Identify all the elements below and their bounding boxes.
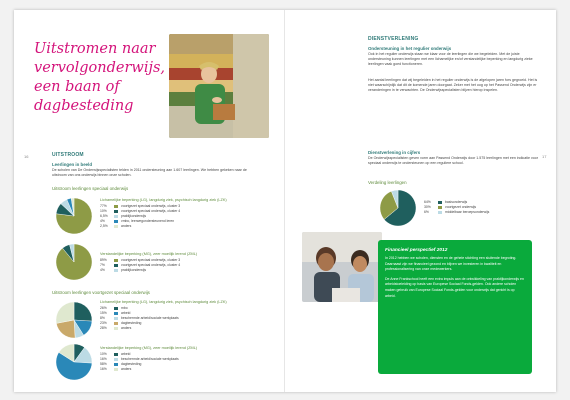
regulier-text-2: Het aantal leerlingen dat wij begeleiden in het regulier onderwijs is de afgelopen jaren fors gegroeid. Het is niet waarschijnlijk dat dit de komende jaren doorgaat. Zeker met het oog op het Passend Onderwijs zijn er veranderingen in te verwachten. De Onderwijsspecialisten blijven hierop inspelen. (368, 78, 538, 92)
legend-value: 6,5% (100, 214, 108, 218)
legend-value: 16% (100, 357, 107, 361)
legend-swatch (114, 225, 118, 228)
legend-value: 28% (100, 326, 107, 330)
legend-1 (100, 204, 180, 229)
leerlingen-heading: Leerlingen in beeld (52, 162, 93, 167)
legend-swatch (114, 327, 118, 330)
legend-value: 7% (100, 263, 105, 267)
legend-label: voortgezet speciaal onderwijs, cluster 4 (121, 209, 181, 213)
pie-chart-verdeling (378, 188, 418, 228)
section-heading-dienstverlening: DIENSTVERLENING (368, 36, 419, 42)
legend-value: 58% (100, 362, 107, 366)
chart-subtitle-4: Verstandelijke beperking (MG), zeer moeilijk lerend (ZML) (100, 346, 198, 350)
pie-chart-1 (54, 196, 94, 236)
legend-swatch (114, 353, 118, 356)
pie-chart-3 (54, 300, 94, 340)
financieel-text: In 2012 hebben we scholen, diensten en de gehele stichting een sluitende begroting. Daarnaast zijn we financieel gezond en blijven we investeren in kwaliteit en professionalisering van onze medewerkers. (385, 256, 517, 272)
title-line: vervolgonderwijs, (34, 60, 166, 76)
legend-label: basisonderwijs (445, 200, 468, 204)
legend-row (100, 268, 180, 273)
regulier-text: Ook in het regulier onderwijs staan we klaar voor de leerlingen die we begeleiden. Met de juiste ondersteuning kunnen leerlingen met een lichamelijke en/of verstandelijke beperking en langdurig zieke leerlingen vaak goed functioneren. (368, 52, 533, 66)
legend-swatch (114, 358, 118, 361)
legend-row (100, 224, 180, 229)
legend-value: 89% (100, 258, 107, 262)
supermarket-photo-illustration (169, 34, 269, 138)
legend-label: arbeid (121, 352, 131, 356)
legend-row (424, 210, 489, 215)
chart-group-title-verdeling: Verdeling leerlingen (368, 180, 407, 185)
legend-swatch (114, 368, 118, 371)
legend-label: anders (121, 326, 132, 330)
legend-3 (100, 306, 179, 331)
page-number-left: 16 (24, 154, 29, 159)
legend-label: beschermde arbeid/sociale werkplaats (121, 357, 179, 361)
legend-value: 26% (100, 306, 107, 310)
chart-subtitle-3: Lichamelijke beperking (LG), langdurig ziek, psychisch langdurig ziek (LZK) (100, 300, 227, 304)
legend-swatch (114, 317, 118, 320)
legend-label: anders (121, 367, 132, 371)
legend-swatch (438, 201, 442, 204)
legend-verdeling (424, 200, 489, 215)
legend-value: 10% (100, 209, 107, 213)
legend-swatch (114, 322, 118, 325)
legend-swatch (438, 211, 442, 214)
financieel-heading: Financieel perspectief 2012 (385, 248, 448, 253)
legend-swatch (114, 312, 118, 315)
legend-2 (100, 258, 180, 273)
legend-value: 8% (100, 316, 105, 320)
cijfers-heading: Dienstverlening in cijfers (368, 150, 421, 155)
legend-swatch (114, 269, 118, 272)
legend-label: dagbesteding (121, 362, 142, 366)
legend-row (100, 367, 179, 372)
legend-swatch (114, 264, 118, 267)
chart-subtitle-1: Lichamelijke beperking (LG), langdurig ziek, psychisch langdurig ziek (LZK) (100, 198, 227, 202)
pie-chart-4 (54, 342, 94, 382)
legend-value: 6% (424, 210, 429, 214)
legend-value: 30% (424, 205, 431, 209)
chart-group-title-speciaal: Uitstroom leerlingen speciaal onderwijs (52, 186, 129, 191)
legend-label: dagbesteding (121, 321, 142, 325)
legend-value: 2,5% (100, 224, 108, 228)
legend-swatch (438, 206, 442, 209)
legend-label: beschermde arbeid/sociale werkplaats (121, 316, 179, 320)
legend-swatch (114, 215, 118, 218)
legend-label: mbo (121, 306, 128, 310)
financieel-perspectief-box (378, 240, 532, 374)
legend-value: 64% (424, 200, 431, 204)
legend-swatch (114, 363, 118, 366)
leerlingen-text: De scholen van De Onderwijsspecialisten telden in 2011 ondersteuning aan 1.607 leerlingen. We hebben gekeken naar de uitstroom van ons onderwijs binnen onze scholen. (52, 168, 247, 177)
legend-swatch (114, 205, 118, 208)
legend-swatch (114, 259, 118, 262)
legend-label: arbeid (121, 311, 131, 315)
legend-swatch (114, 210, 118, 213)
page-gutter (284, 10, 285, 392)
classroom-photo-illustration (302, 232, 382, 302)
legend-value: 4% (100, 219, 105, 223)
pie-chart-2 (54, 242, 94, 282)
legend-label: voortgezet speciaal onderwijs, cluster 3 (121, 258, 181, 262)
title-line: een baan of (34, 79, 120, 95)
legend-row (100, 326, 179, 331)
financieel-text-2: De Anne Frankschool heeft een extra impuls aan de ontwikkeling van praktijkonderwijs en arbeidstoeleiding op basis van Europese Sociaal Fonds-gelden. Ook andere scholen maken gebruik van Europese Sociaal Fonds-gelden voor onderwijs dat gericht is op arbeid. (385, 276, 524, 298)
classroom-photo (302, 232, 382, 302)
legend-4 (100, 352, 179, 372)
pie-slice-5 (56, 302, 74, 323)
legend-label: praktijkonderwijs (121, 268, 147, 272)
legend-value: 15% (100, 311, 107, 315)
legend-label: praktijkonderwijs (121, 214, 147, 218)
legend-value: 23% (100, 321, 107, 325)
legend-label: voortgezet speciaal onderwijs, cluster 4 (121, 263, 181, 267)
cijfers-text: De Onderwijsspecialisten geven vorm aan Passend Onderwijs door 1.575 leerlingen met een indicatie voor speciaal onderwijs te ondersteunen op een reguliere school. (368, 156, 538, 165)
page-title (34, 40, 179, 116)
legend-value: 77% (100, 204, 107, 208)
legend-label: voortgezet speciaal onderwijs, cluster 3 (121, 204, 181, 208)
regulier-heading: Ondersteuning in het regulier onderwijs (368, 46, 452, 51)
legend-value: 4% (100, 268, 105, 272)
legend-swatch (114, 307, 118, 310)
title-line: dagbesteding (34, 98, 134, 114)
legend-value: 16% (100, 367, 107, 371)
legend-label: anders (121, 224, 132, 228)
legend-value: 10% (100, 352, 107, 356)
legend-swatch (114, 220, 118, 223)
chart-group-title-voortgezet: Uitstroom leerlingen voortgezet speciaal onderwijs (52, 290, 150, 295)
supermarket-photo (169, 34, 269, 138)
pie-slice-1 (74, 302, 92, 321)
title-line: Uitstromen naar (34, 41, 156, 57)
magazine-spread (14, 10, 556, 392)
legend-label: voortgezet onderwijs (445, 205, 477, 209)
legend-label: middelbaar beroepsonderwijs (445, 210, 490, 214)
page-number-right: 17 (542, 154, 547, 159)
chart-subtitle-2: Verstandelijke beperking (MG), zeer moeilijk lerend (ZML) (100, 252, 198, 256)
legend-label: vmbo, leerwegondersteunend leren (121, 219, 175, 223)
section-heading-uitstroom: UITSTROOM (52, 152, 84, 158)
